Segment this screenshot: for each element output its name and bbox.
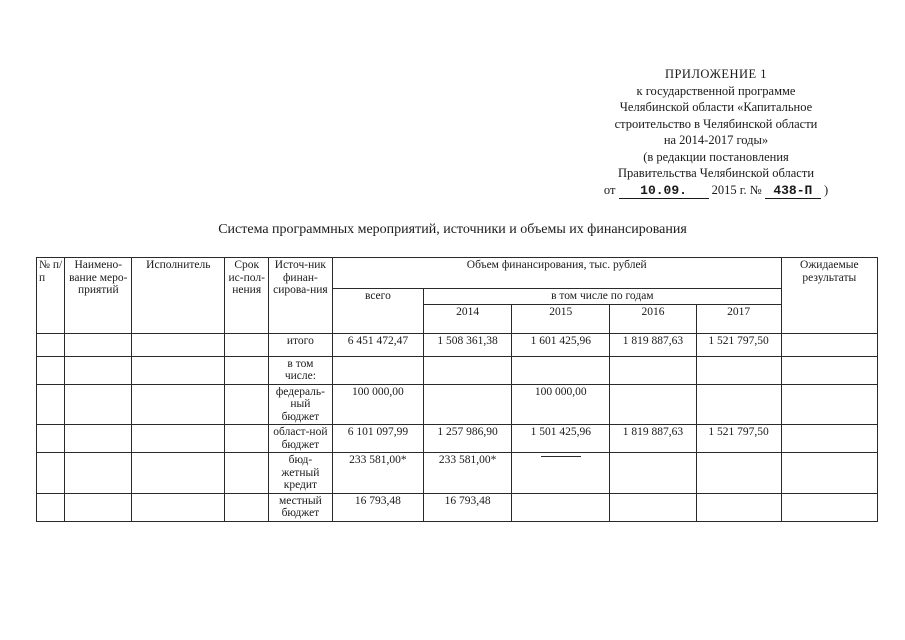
cell-total: 6 451 472,47 (332, 333, 423, 356)
cell-2014: 16 793,48 (424, 493, 512, 521)
cell-2014: 1 508 361,38 (424, 333, 512, 356)
resolution-year: 2015 г. № (711, 182, 762, 197)
appendix-header (591, 66, 841, 199)
cell-2015 (512, 453, 610, 494)
cell-name (65, 493, 132, 521)
cell-no (37, 356, 65, 384)
cell-results (781, 356, 877, 384)
header-year-2015: 2015 (512, 304, 610, 333)
header-volume: Объем финансирования, тыс. рублей (332, 258, 781, 289)
header-by-years: в том числе по годам (424, 289, 782, 305)
cell-2017 (696, 453, 781, 494)
cell-2015 (512, 356, 610, 384)
cell-2016 (610, 453, 696, 494)
appendix-line: к государственной программе (636, 83, 796, 98)
cell-2016 (610, 356, 696, 384)
cell-term (225, 453, 269, 494)
header-results: Ожидаемые результаты (781, 258, 877, 334)
cell-2016: 1 819 887,63 (610, 333, 696, 356)
cell-2014: 1 257 986,90 (424, 425, 512, 453)
appendix-line: на 2014-2017 годы» (663, 133, 769, 147)
header-year-2014: 2014 (424, 304, 512, 333)
resolution-number: 438-П (765, 184, 821, 199)
appendix-line: Челябинской области «Капитальное (619, 100, 813, 114)
cell-2015: 100 000,00 (512, 384, 610, 425)
cell-no (37, 333, 65, 356)
table-row (37, 493, 878, 521)
cell-results (781, 425, 877, 453)
table-row (37, 333, 878, 356)
cell-name (65, 453, 132, 494)
header-name: Наимено-вание меро-приятий (65, 258, 132, 334)
header-year-2016: 2016 (610, 304, 696, 333)
cell-2016 (610, 493, 696, 521)
cell-source: бюд-жетный кредит (268, 453, 332, 494)
from-prefix: от (603, 182, 616, 197)
cell-source: итого (268, 333, 332, 356)
cell-executor (132, 384, 225, 425)
appendix-line: (в редакции постановления (643, 149, 789, 164)
cell-2016 (610, 384, 696, 425)
cell-source: област-ной бюджет (268, 425, 332, 453)
cell-term (225, 493, 269, 521)
resolution-line (591, 182, 841, 199)
cell-no (37, 425, 65, 453)
cell-term (225, 333, 269, 356)
cell-2014 (424, 356, 512, 384)
cell-executor (132, 493, 225, 521)
header-term: Срок ис-пол-нения (225, 258, 269, 334)
cell-executor (132, 453, 225, 494)
cell-2017: 1 521 797,50 (696, 425, 781, 453)
cell-executor (132, 356, 225, 384)
financing-table (36, 257, 878, 522)
cell-2015: 1 501 425,96 (512, 425, 610, 453)
dash-mark (541, 456, 581, 457)
header-source: Источ-ник финан-сирова-ния (268, 258, 332, 334)
cell-2015 (512, 493, 610, 521)
cell-source: местный бюджет (268, 493, 332, 521)
cell-no (37, 453, 65, 494)
table-row (37, 425, 878, 453)
cell-2016: 1 819 887,63 (610, 425, 696, 453)
header-no: № п/п (37, 258, 65, 334)
cell-results (781, 493, 877, 521)
cell-source: федераль-ный бюджет (268, 384, 332, 425)
table-row (37, 356, 878, 384)
cell-2014 (424, 384, 512, 425)
document-title: Система программных мероприятий, источники и объемы их финансирования (218, 222, 687, 237)
cell-total: 233 581,00* (332, 453, 423, 494)
cell-2015: 1 601 425,96 (512, 333, 610, 356)
header-total: всего (332, 289, 423, 334)
cell-total: 100 000,00 (332, 384, 423, 425)
header-year-2017: 2017 (696, 304, 781, 333)
cell-2017 (696, 384, 781, 425)
cell-source: в том числе: (268, 356, 332, 384)
cell-term (225, 425, 269, 453)
cell-2017: 1 521 797,50 (696, 333, 781, 356)
table-row (37, 384, 878, 425)
table-row (37, 453, 878, 494)
cell-total: 16 793,48 (332, 493, 423, 521)
cell-total (332, 356, 423, 384)
cell-name (65, 384, 132, 425)
header-executor: Исполнитель (132, 258, 225, 334)
cell-term (225, 356, 269, 384)
resolution-date: 10.09. (619, 184, 709, 199)
cell-total: 6 101 097,99 (332, 425, 423, 453)
cell-results (781, 453, 877, 494)
closing-paren: ) (823, 182, 829, 197)
cell-2017 (696, 356, 781, 384)
appendix-title: ПРИЛОЖЕНИЕ 1 (664, 67, 768, 81)
cell-name (65, 356, 132, 384)
cell-results (781, 384, 877, 425)
cell-name (65, 333, 132, 356)
cell-results (781, 333, 877, 356)
cell-no (37, 493, 65, 521)
cell-executor (132, 425, 225, 453)
cell-term (225, 384, 269, 425)
cell-executor (132, 333, 225, 356)
cell-2017 (696, 493, 781, 521)
appendix-line: строительство в Челябинской области (614, 116, 818, 131)
cell-no (37, 384, 65, 425)
cell-2014: 233 581,00* (424, 453, 512, 494)
cell-name (65, 425, 132, 453)
appendix-line: Правительства Челябинской области (617, 166, 815, 180)
